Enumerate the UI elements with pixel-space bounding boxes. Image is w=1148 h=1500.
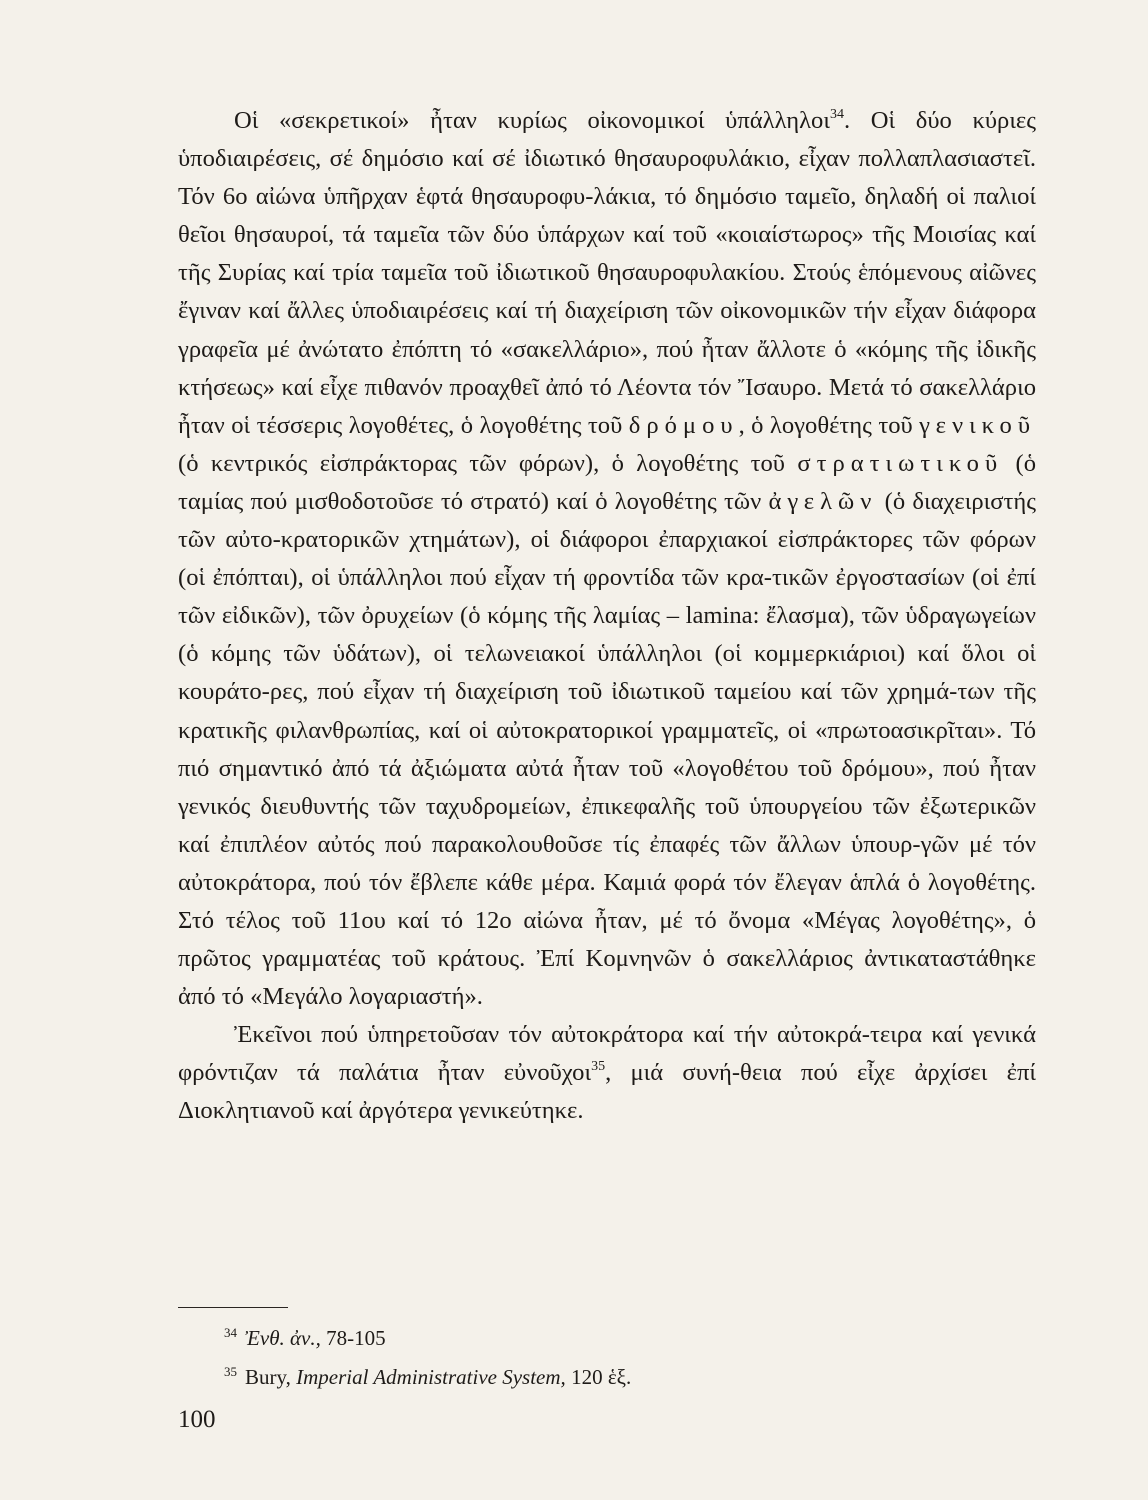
footnotes xyxy=(224,1316,924,1394)
spaced-term: γενικοῦ xyxy=(919,411,1037,439)
footnote-mark: 34 xyxy=(224,1325,237,1340)
text-run: . Οἱ δύο κύριες ὑποδιαιρέσεις, σέ δημόσιο καί σέ ἰδιωτικό θησαυροφυλάκιο, εἶχαν πολλαπλασιαστεῖ. Τόν 6ο αἰώνα ὑπῆρχαν ἑφτά θησαυροφυ-λάκια, τό δημόσιο ταμεῖο, δηλαδή οἱ παλιοί θεῖοι θησαυροί, τά ταμεῖα τῶν δύο ὑπάρχων καί τοῦ «κοιαίστωρος» τῆς Μοισίας καί τῆς Συρίας καί τρία ταμεῖα τοῦ ἰδιωτικοῦ θησαυροφυλακίου. Στούς ἑπόμενους αἰῶνες ἔγιναν καί ἄλλες ὑποδιαιρέσεις καί τή διαχείριση τῶν οἰκονομικῶν τήν εἶχαν διάφορα γραφεῖα μέ ἀνώτατο ἐπόπτη τό «σακελλάριο», πού ἦταν ἄλλοτε ὁ «κόμης τῆς ἰδικῆς κτήσεως» καί εἶχε πιθανόν προαχθεῖ ἀπό τό Λέοντα τόν Ἴσαυρο. Μετά τό σακελλάριο ἦταν οἱ τέσσερις λογοθέτες, ὁ λογοθέτης τοῦ xyxy=(178,107,1036,439)
text-run: Οἱ «σεκρετικοί» ἦταν κυρίως οἰκονομικοί ὑπάλληλοι xyxy=(234,107,830,134)
text-run: , ὁ λογοθέτης τοῦ xyxy=(738,411,920,439)
footnote-reference: 34 xyxy=(829,107,844,122)
footnote-author: Bury, xyxy=(245,1365,297,1389)
page-number: 100 xyxy=(178,1406,216,1433)
footnote-pages: 120 ἑξ. xyxy=(565,1365,632,1389)
spaced-term: στρατιωτικοῦ xyxy=(797,449,1004,477)
footnote-source: Imperial Administrative System, xyxy=(296,1365,566,1389)
body-text xyxy=(178,102,1036,1131)
footnote-reference: 35 xyxy=(591,1059,606,1075)
footnote-35 xyxy=(224,1355,924,1394)
text-run: (ὁ ταμίας πού μισθοδοτοῦσε τό στρατό) καί ὁ λογοθέτης τῶν xyxy=(178,449,1037,515)
paragraph xyxy=(178,1016,1036,1130)
footnote-34 xyxy=(224,1316,924,1355)
footnote-source: Ἐνθ. ἀν., xyxy=(245,1326,321,1350)
spaced-term: ἀγελῶν xyxy=(768,487,878,515)
footnote-mark: 35 xyxy=(224,1364,237,1379)
spaced-term: δρόμου xyxy=(628,411,739,439)
text-run: (ὁ κεντρικός εἰσπράκτορας τῶν φόρων), ὁ λογοθέτης τοῦ xyxy=(178,449,798,477)
text-run: (ὁ διαχειριστής τῶν αὐτο-κρατορικῶν χτημάτων), οἱ διάφοροι ἐπαρχιακοί εἰσπράκτορες τῶν φόρων (οἱ ἐπόπται), οἱ ὑπάλληλοι πού εἶχαν τή φροντίδα τῶν κρα-τικῶν ἐργοστασίων (οἱ ἐπί τῶν εἰδικῶν), τῶν ὀρυχείων (ὁ κόμης τῆς λαμίας – lamina: ἔλασμα), τῶν ὑδραγωγείων (ὁ κόμης τῶν ὑδάτων), οἱ τελωνειακοί ὑπάλληλοι (οἱ κομμερκιάριοι) καί ὅλοι οἱ κουράτο-ρες, πού εἶχαν τή διαχείριση τοῦ ἰδιωτικοῦ ταμείου καί τῶν χρημά-των τῆς κρατικῆς φιλανθρωπίας, καί οἱ αὐτοκρατορικοί γραμματεῖς, οἱ «πρωτοασικρῖται». Τό πιό σημαντικό ἀπό τά ἀξιώματα αὐτά ἦταν τοῦ «λογοθέτου τοῦ δρόμου», πού ἦταν γενικός διευθυντής τῶν ταχυδρομείων, ἐπικεφαλῆς τοῦ ὑπουργείου τῶν ἐξωτερικῶν καί ἐπιπλέον αὐτός πού παρακολουθοῦσε τίς ἐπαφές τῶν ἄλλων ὑπουρ-γῶν μέ τόν αὐτοκράτορα, πού τόν ἔβλεπε κάθε μέρα. Καμιά φορά τόν ἔλεγαν ἁπλά ὁ λογοθέτης. Στό τέλος τοῦ 11ου καί τό 12ο αἰώνα ἦταν, μέ τό ὄνομα «Μέγας λογοθέτης», ὁ πρῶτος γραμματέας τοῦ κράτους. Ἐπί Κομνηνῶν ὁ σακελλάριος ἀντικαταστάθηκε ἀπό τό «Μεγάλο λογαριαστή». xyxy=(178,487,1036,1011)
text-run: , μιά συνή-θεια πού εἶχε ἀρχίσει ἐπί Διοκλητιανοῦ καί ἀργότερα γενικεύτηκε. xyxy=(178,1059,1036,1125)
text-run: Ἐκεῖνοι πού ὑπηρετοῦσαν τόν αὐτοκράτορα καί τήν αὐτοκρά-τειρα καί γενικά φρόντιζαν τά παλάτια ἦταν εὐνοῦχοι xyxy=(178,1021,1036,1087)
footnote-separator xyxy=(178,1307,288,1308)
paragraph xyxy=(178,102,1036,1016)
footnote-pages: 78-105 xyxy=(320,1326,386,1350)
